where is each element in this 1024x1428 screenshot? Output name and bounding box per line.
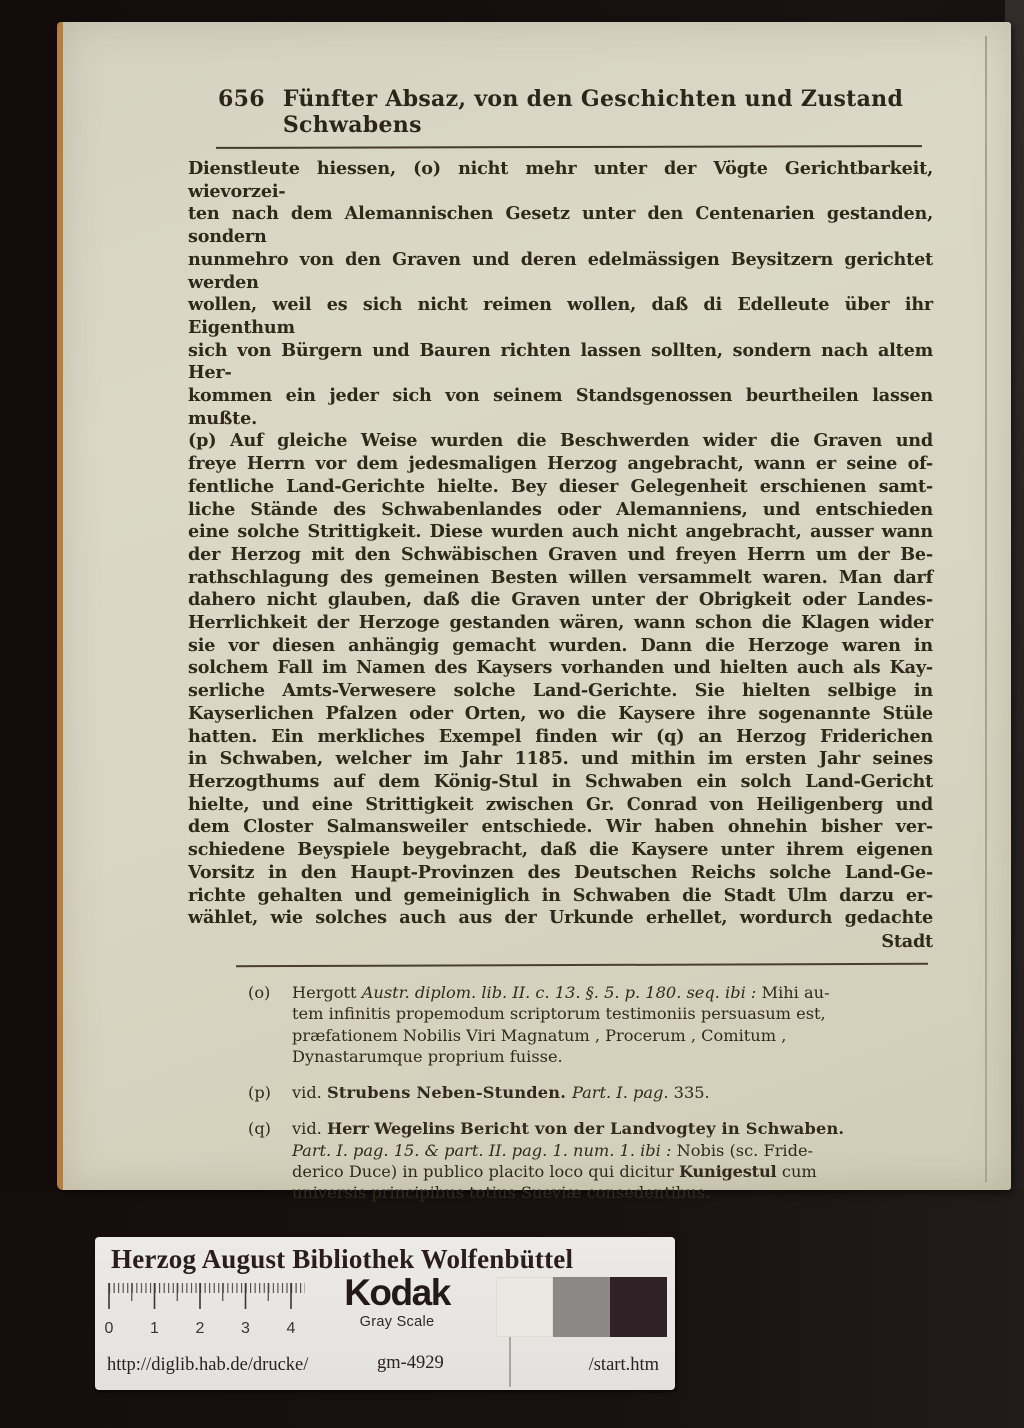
body-line: sie vor diesen anhängig gemacht wurden. Dann die Herzoge waren in: [188, 634, 933, 656]
ruler-number: 4: [286, 1320, 296, 1337]
footnote-line: Dynastarumque proprium fuisse.: [292, 1046, 563, 1066]
ruler-number: 2: [195, 1320, 205, 1337]
footnotes: [248, 982, 908, 1204]
footnote-separator: [236, 963, 928, 967]
footnote-line: Hergott Austr. diplom. lib. II. c. 13. §. 5. p. 180. seq. ibi : Mihi au-: [292, 982, 830, 1002]
body-line: serliche Amts-Verwesere solche Land-Gerichte. Sie hielten selbige in: [188, 680, 933, 702]
gray-patch-mid: [553, 1277, 610, 1337]
kodak-logo-block: [317, 1272, 477, 1330]
page-content: [188, 86, 933, 1219]
footnote-body: [292, 982, 908, 1067]
running-header: [218, 86, 918, 138]
body-line: in Schwaben, welcher im Jahr 1185. und mithin im ersten Jahr seines: [188, 748, 933, 770]
gray-patch-dark: [610, 1277, 667, 1337]
gray-scale-label: Gray Scale: [359, 1314, 435, 1330]
gray-patch-white: [496, 1277, 553, 1337]
body-line: wollen, weil es sich nicht reimen wollen, daß di Edelleute über ihr Eigenthum: [188, 294, 933, 338]
shelfmark: gm-4929: [377, 1353, 444, 1373]
body-line: dem Closter Salmansweiler entschiede. Wir haben ohnehin bisher ver-: [188, 816, 933, 838]
body-line: Vorsitz in den Haupt-Provinzen des Deutschen Reichs solche Land-Ge-: [188, 861, 933, 883]
body-line: rathschlagung des gemeinen Besten willen versammelt waren. Man darf: [188, 566, 933, 588]
page-fold-crease: [985, 36, 987, 1182]
body-line: eine solche Strittigkeit. Diese wurden auch nicht angebracht, ausser wann: [188, 521, 933, 543]
footnote-line: Part. I. pag. 15. & part. II. pag. 1. num. 1. ibi : Nobis (sc. Fride-: [292, 1140, 814, 1160]
header-rule: [216, 145, 922, 149]
book-page-scan: [57, 22, 1011, 1203]
library-name: Herzog August Bibliothek Wolfenbüttel: [111, 1244, 574, 1274]
label-bottom-row: [95, 1341, 675, 1390]
body-line: wählet, wie solches auch aus der Urkunde erhellet, wordurch gedachte: [188, 907, 933, 929]
body-text: [188, 158, 933, 954]
body-line: freye Herrn vor dem jedesmaligen Herzog angebracht, wann er seine of-: [188, 453, 933, 475]
header-title: Fünfter Absaz, von den Geschichten und Zustand Schwabens: [282, 86, 904, 138]
page-number: 656: [218, 86, 265, 112]
body-line: dahero nicht glauben, daß die Graven unter der Obrigkeit oder Landes-: [188, 589, 933, 611]
footnote-line: tem infinitis propemodum scriptorum testimoniis persuasum est,: [292, 1004, 826, 1024]
body-line: der Herzog mit den Schwäbischen Graven und freyen Herrn um der Be-: [188, 543, 933, 565]
ruler-number: 0: [104, 1320, 114, 1337]
footnote-line: vid. Herr Wegelins Bericht von der Landvogtey in Schwaben.: [292, 1119, 845, 1139]
body-line: Herrlichkeit der Herzoge gestanden wären, wann schon die Klagen wider: [188, 612, 933, 634]
catchword: Stadt: [881, 930, 933, 952]
footnote-marker: (o): [248, 982, 271, 1002]
footnote-body: [292, 1118, 908, 1203]
body-line: fentliche Land-Gerichte hielte. Bey dieser Gelegenheit erschienen samt-: [188, 475, 933, 497]
ruler-mm-ticks: [109, 1283, 305, 1295]
body-line: (p) Auf gleiche Weise wurden die Beschwerden wider die Graven und: [188, 430, 933, 452]
body-line: solchem Fall im Namen des Kaysers vorhanden und hielten auch als Kay-: [188, 657, 933, 679]
body-line: Dienstleute hiessen, (o) nicht mehr unter der Vögte Gerichtbarkeit, wievorzei-: [188, 158, 933, 202]
footnote-line: præfationem Nobilis Viri Magnatum , Procerum , Comitum ,: [292, 1025, 787, 1045]
body-line: richte gehalten und gemeiniglich in Schwaben die Stadt Ulm darzu er-: [188, 884, 933, 906]
body-line: liche Stände des Schwabenlandes oder Alemanniens, und entschieden: [188, 498, 933, 520]
kodak-logo: Kodak: [344, 1272, 450, 1313]
footnote-line: universis principibus totius Sueviæ consedentibus.: [292, 1183, 711, 1203]
body-line: kommen ein jeder sich von seinem Standsgenossen beurtheilen lassen mußte.: [188, 385, 933, 429]
library-label: [95, 1237, 675, 1390]
body-line: Herzogthums auf dem König-Stul in Schwaben ein solch Land-Gericht: [188, 770, 933, 792]
body-line: hatten. Ein merkliches Exempel finden wir (q) an Herzog Friderichen: [188, 725, 933, 747]
footnote-o: [248, 982, 908, 1067]
body-line: sich von Bürgern und Bauren richten lassen sollten, sondern nach altem Her-: [188, 339, 933, 384]
footnote-body: [292, 1082, 908, 1103]
start-page-path: /start.htm: [588, 1355, 659, 1375]
footnote-p: [248, 1082, 908, 1103]
footnote-line: vid. Strubens Neben-Stunden. Part. I. pag. 335.: [292, 1083, 710, 1103]
body-line: ten nach dem Alemannischen Gesetz unter den Centenarien gestanden, sondern: [188, 203, 933, 248]
footnote-marker: (p): [248, 1083, 271, 1103]
body-line: hielte, und eine Strittigkeit zwischen Gr. Conrad von Heiligenberg und: [188, 793, 933, 815]
footnote-marker: (q): [248, 1119, 271, 1139]
footnote-q: [248, 1118, 908, 1203]
digitization-url: http://diglib.hab.de/drucke/: [107, 1355, 309, 1375]
ruler-number: 3: [241, 1320, 250, 1337]
body-line: schiedene Beyspiele beygebracht, daß die Kaysere unter ihrem eigenen: [188, 839, 933, 861]
ruler-number: 1: [150, 1320, 159, 1337]
body-line: nunmehro von den Graven und deren edelmässigen Beysitzern gerichtet werden: [188, 248, 933, 293]
footnote-line: derico Duce) in publico placito loco qui dicitur Kunigestul cum: [292, 1161, 817, 1181]
body-line: Kayserlichen Pfalzen oder Orten, wo die Kaysere ihre sogenannte Stüle: [188, 702, 933, 724]
